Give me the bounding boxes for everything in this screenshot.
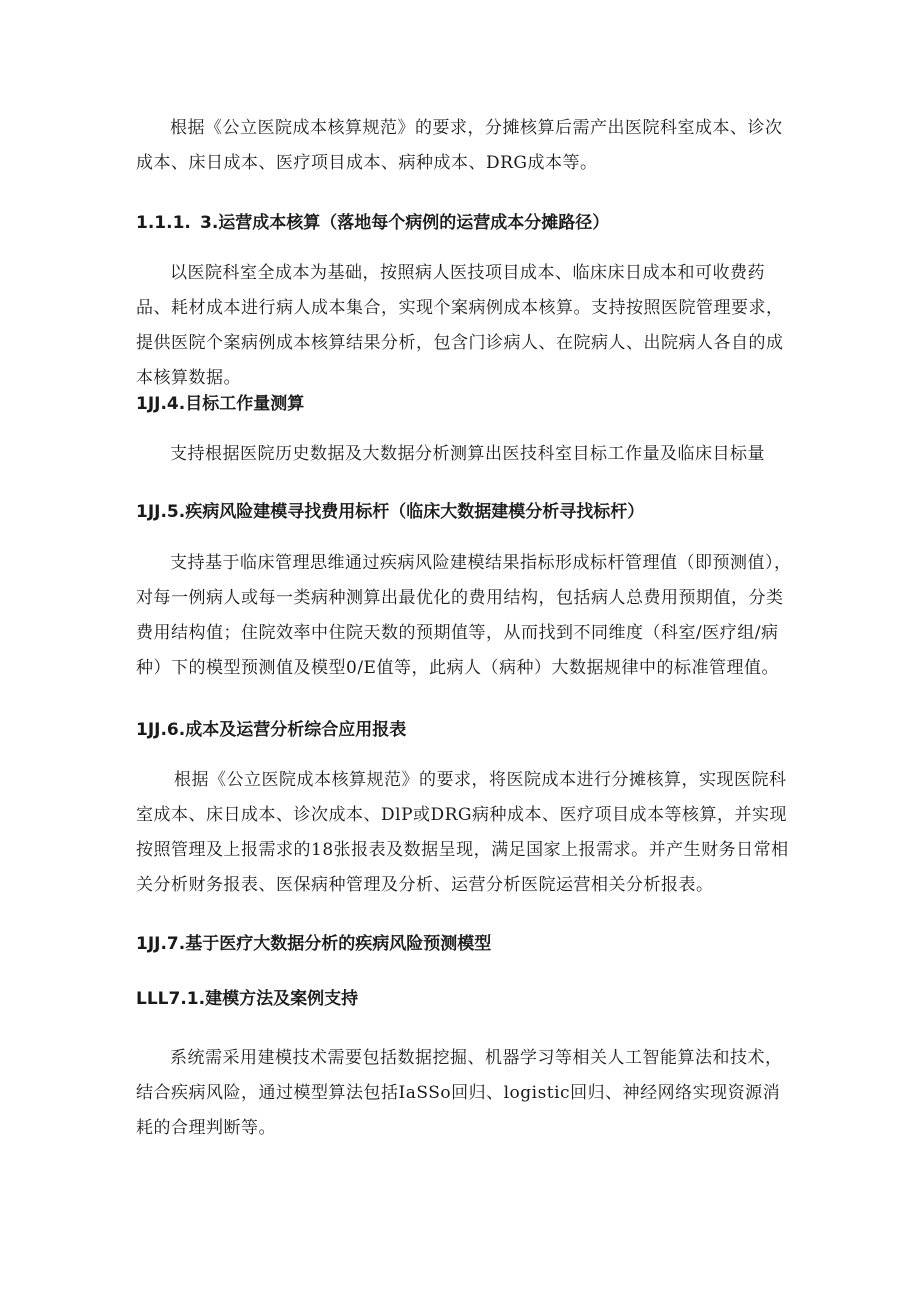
paragraph-case-cost: 以医院科室全成本为基础，按照病人医技项目成本、临床床日成本和可收费药品、耗材成本进行病人成本集合，实现个案病例成本核算。支持按照医院管理要求，提供医院个案病例成本核算结果分析，包含门诊病人、在院病人、出院病人各自的成本核算数据。 — [136, 263, 784, 388]
heading-operating-cost: 1.1.1. 3.运营成本核算（落地每个病例的运营成本分摊路径） — [136, 213, 610, 233]
paragraph-modeling-methods: 系统需采用建模技术需要包括数据挖掘、机器学习等相关人工智能算法和技术，结合疾病风险，通过模型算法包括IaSSo回归、logistic回归、神经网络实现资源消耗的合理判断等。 — [136, 1048, 783, 1138]
heading-analysis-reports: 1JJ.6.成本及运营分析综合应用报表 — [136, 720, 407, 740]
heading-modeling-methods: LLL7.1.建模方法及案例支持 — [136, 989, 359, 1009]
paragraph-cost-output: 根据《公立医院成本核算规范》的要求，分摊核算后需产出医院科室成本、诊次成本、床日成本、医疗项目成本、病种成本、DRG成本等。 — [136, 118, 783, 173]
heading-risk-prediction-model: 1JJ.7.基于医疗大数据分析的疾病风险预测模型 — [136, 934, 492, 954]
heading-risk-benchmark: 1JJ.5.疾病风险建模寻找费用标杆（临床大数据建模分析寻找标杆） — [136, 502, 645, 522]
paragraph-analysis-reports: 根据《公立医院成本核算规范》的要求，将医院成本进行分摊核算，实现医院科室成本、床日成本、诊次成本、DlP或DRG病种成本、医疗项目成本等核算，并实现按照管理及上报需求的18张报表及数据呈现，满足国家上报需求。并产生财务日常相关分析财务报表、医保病种管理及分析、运营分析医院运营相关分析报表。 — [136, 770, 789, 895]
heading-target-workload: 1JJ.4.目标工作量测算 — [136, 394, 305, 414]
paragraph-target-workload: 支持根据医院历史数据及大数据分析测算出医技科室目标工作量及临床目标量 — [170, 444, 765, 464]
paragraph-risk-benchmark: 支持基于临床管理思维通过疾病风险建模结果指标形成标杆管理值（即预测值），对每一例病人或每一类病种测算出最优化的费用结构，包括病人总费用预期值，分类费用结构值；住院效率中住院天数的预期值等，从而找到不同维度（科室/医疗组/病种）下的模型预测值及模型0/E值等，此病人（病种）大数据规律中的标准管理值。 — [136, 553, 792, 678]
